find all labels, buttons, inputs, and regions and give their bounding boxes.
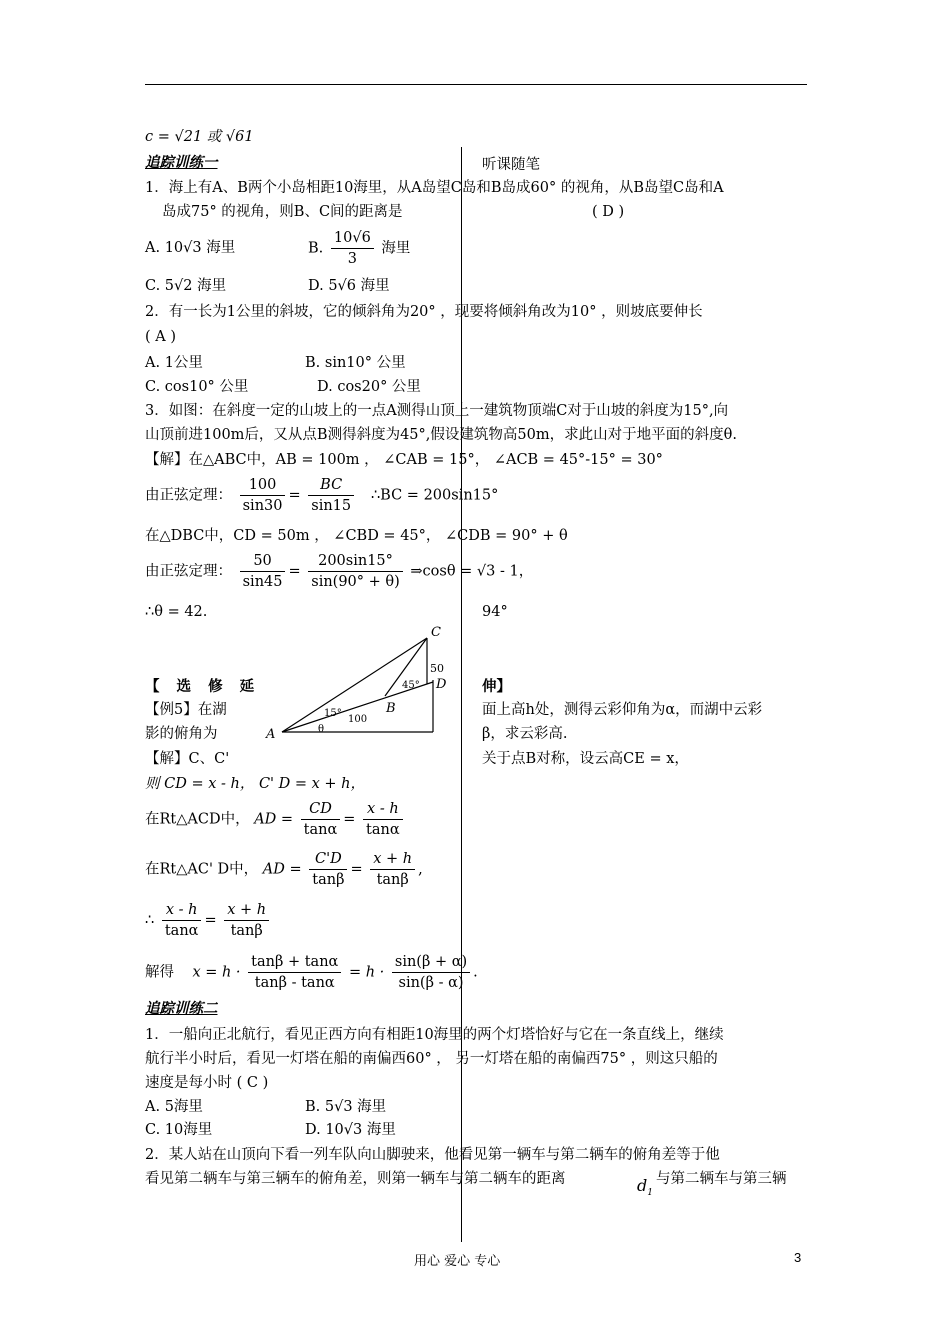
q1-option-a: A. 10√3 海里 <box>145 240 236 256</box>
fig-label-45: 45° <box>402 680 420 691</box>
q4-option-d: D. 10√3 海里 <box>305 1122 396 1138</box>
q4-line1: 1．一船向正北航行，看见正西方向有相距10海里的两个灯塔恰好与它在一条直线上，继续 <box>145 1027 724 1043</box>
q3-line2: 山顶前进100m后，又从点B测得斜度为45°,假设建筑物高50m，求此山对于地平面的斜度θ. <box>145 427 737 443</box>
fig-label-d: D <box>436 677 447 692</box>
example5-line-5: 解得 x = h · $\frac{\tan\beta + \tan\alpha}{\tan\beta - \tan\alpha}$ = h · $\frac{\sin(\beta + \alpha)}{\sin(\beta - \alpha)}$ . <box>145 954 478 991</box>
slope-figure <box>260 620 460 745</box>
q5-line1: 2．某人站在山顶向下看一列车队向山脚驶来，他看见第一辆车与第二辆车的俯角差等于他 <box>145 1147 720 1163</box>
c-result-line: c = √21 或 √61 <box>145 129 254 145</box>
example5-line-1: 则 CD = x - h， C' D = x + h， <box>145 776 366 792</box>
example5-right-2: β，求云彩高. <box>482 726 568 742</box>
q4-option-c: C. 10海里 <box>145 1122 213 1138</box>
q4-option-a: A. 5海里 <box>145 1099 203 1115</box>
section-title-2-left: 【 选 修 延 <box>145 678 261 695</box>
q1-line1: 1．海上有A、B两个小岛相距10海里，从A岛望C岛和B岛成60° 的视角，从B岛望C岛和A <box>145 180 724 196</box>
q1-option-d: D. 5√6 海里 <box>308 278 390 294</box>
footer-text: 用心 爱心 专心 <box>414 1254 501 1269</box>
example5-left-1: 【例5】在湖 <box>145 702 227 718</box>
fig-label-height: 50 <box>430 662 444 675</box>
fig-label-c: C <box>431 625 441 640</box>
q3-solution-4: 由正弦定理： $\frac{50}{\sin 45}$ = $\frac{200\sin 15^\circ}{\sin(90^\circ + \theta)}$ ⇒cosθ = √3 - 1， <box>145 553 534 590</box>
q3-solution-3: 在△DBC中，CD = 50m ， ∠CBD = 45°， ∠CDB = 90° + θ <box>145 528 568 544</box>
example5-solution-right: 关于点B对称，设云高CE = x， <box>482 751 689 767</box>
q3-solution-5-right: 94° <box>482 604 508 620</box>
page-number: 3 <box>794 1250 802 1265</box>
fig-label-15: 15° <box>324 708 342 719</box>
q2-option-c: C. cos10° 公里 <box>145 379 249 395</box>
section-title-2-right: 伸】 <box>482 678 511 695</box>
q1-line2: 岛成75° 的视角，则B、C间的距离是 <box>162 204 403 220</box>
example5-left-2: 影的俯角为 <box>145 726 218 742</box>
example5-line-2: 在Rt△ACD中， AD = $\frac{CD}{\tan\alpha}$ = $\frac{x - h}{\tan\alpha}$ <box>145 799 406 840</box>
q3-line1: 3．如图：在斜度一定的山坡上的一点A测得山顶上一建筑物顶端C对于山坡的斜度为15°,向 <box>145 403 729 419</box>
q2-option-b: B. sin10° 公里 <box>305 355 406 371</box>
q4-option-b: B. 5√3 海里 <box>305 1099 387 1115</box>
q1-option-b: B. $\frac{10√6}{3}$ 海里 <box>308 230 411 267</box>
q5-line2-end: 与第二辆车与第三辆 <box>656 1171 787 1187</box>
q3-solution-5: ∴θ = 42. <box>145 604 208 620</box>
q2-option-a: A. 1公里 <box>145 355 203 371</box>
fig-label-theta: θ <box>318 724 325 735</box>
example5-right-1: 面上高h处，测得云彩仰角为α，而湖中云彩 <box>482 702 763 718</box>
fig-label-100: 100 <box>348 714 368 725</box>
section-title-1: 追踪训练一 <box>145 154 218 171</box>
side-note: 听课随笔 <box>482 157 540 173</box>
q1-answer: ( D ) <box>592 204 625 220</box>
q2-line1: 2．有一长为1公里的斜坡，它的倾斜角为20° ，现要将倾斜角改为10° ，则坡底要伸长 <box>145 304 703 320</box>
q3-solution-2: 由正弦定理： $\frac{100}{\sin 30}$ = $\frac{BC}{\sin 15}$ ∴BC = 200sin15° <box>145 477 499 514</box>
example5-line-3: 在Rt△AC' D中， AD = $\frac{C'D}{\tan\beta}$ = $\frac{x + h}{\tan\beta}$ , <box>145 851 423 888</box>
q2-option-d: D. cos20° 公里 <box>317 379 421 395</box>
fig-label-b: B <box>386 701 396 716</box>
q3-solution-1: 【解】在△ABC中，AB = 100m ， ∠CAB = 15°， ∠ACB = 45°-15° = 30° <box>145 452 663 468</box>
q1-option-c: C. 5√2 海里 <box>145 278 227 294</box>
q4-line3: 速度是每小时 ( C ) <box>145 1075 269 1091</box>
header-rule <box>145 84 807 85</box>
example5-line-4: ∴ $\frac{x - h}{\tan\alpha}$ = $\frac{x + h}{\tan\beta}$ <box>145 900 272 941</box>
q5-line2: 看见第二辆车与第三辆车的俯角差，则第一辆车与第二辆车的距离 <box>145 1171 566 1187</box>
example5-solution-left: 【解】C、C' <box>145 751 230 767</box>
q5-d1: $d_1$ <box>637 1176 653 1199</box>
fig-label-a: A <box>266 727 276 742</box>
q4-line2: 航行半小时后，看见一灯塔在船的南偏西60° ， 另一灯塔在船的南偏西75° ，则这只船的 <box>145 1051 718 1067</box>
section-title-3: 追踪训练二 <box>145 1000 218 1017</box>
q2-answer: ( A ) <box>145 329 177 345</box>
